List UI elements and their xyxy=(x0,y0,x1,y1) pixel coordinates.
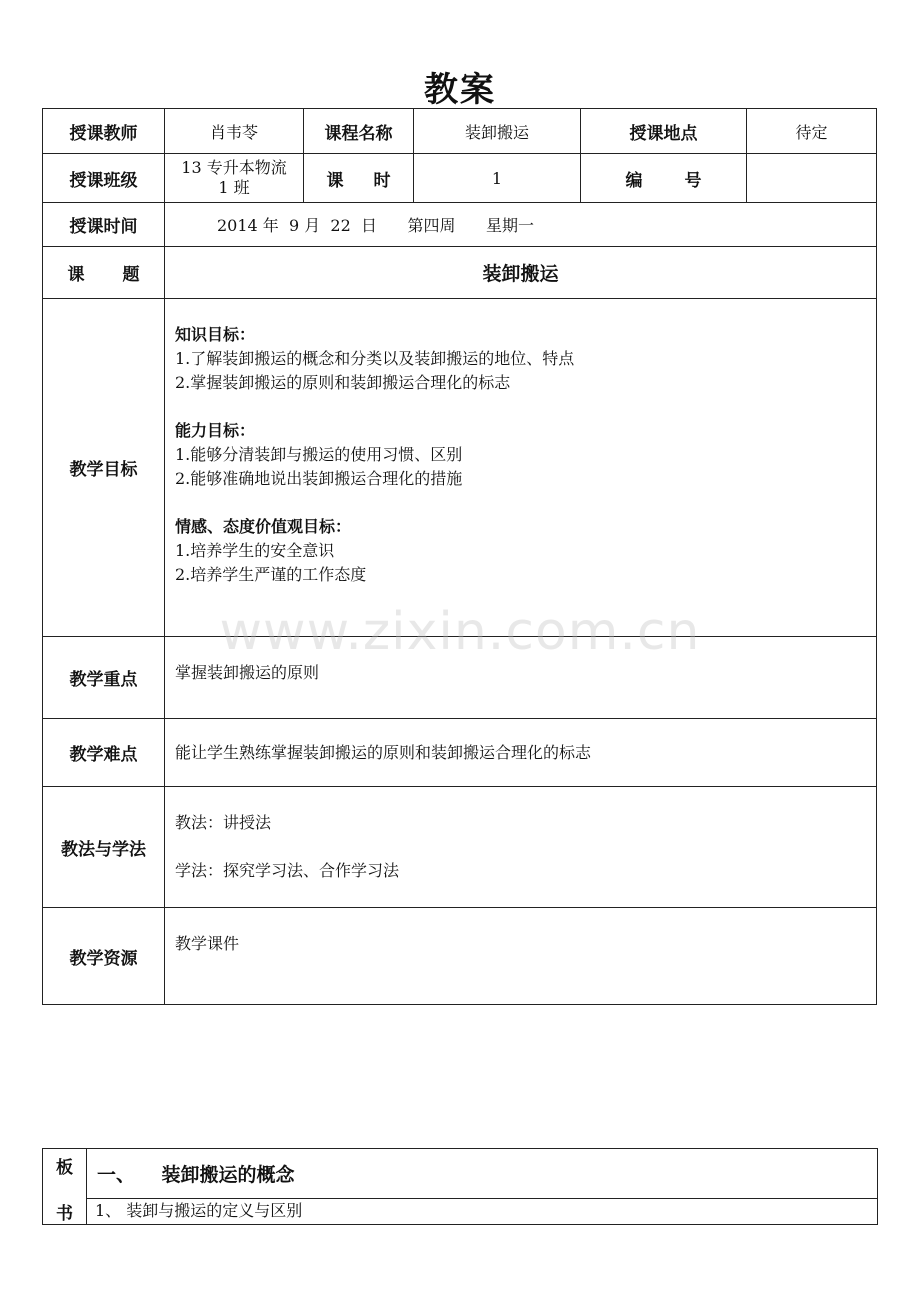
knowledge-item-2: 2.掌握装卸搬运的原则和装卸搬运合理化的标志 xyxy=(175,373,511,392)
difficulty-value: 能让学生熟练掌握装卸搬运的原则和装卸搬运合理化的标志 xyxy=(165,719,877,787)
time-label: 授课时间 xyxy=(43,203,165,247)
lesson-plan-table xyxy=(42,108,877,1005)
hours-label-char1: 课 xyxy=(326,170,344,191)
key-point-value: 掌握装卸搬运的原则 xyxy=(165,637,877,719)
ability-item-1: 1.能够分清装卸与搬运的使用习惯、区别 xyxy=(175,445,463,464)
location-label: 授课地点 xyxy=(581,109,747,154)
number-label-char1: 编 xyxy=(625,170,643,191)
document-title: 教案 xyxy=(424,70,496,110)
location-value: 待定 xyxy=(747,109,877,154)
objectives-content xyxy=(165,299,877,637)
number-label xyxy=(581,154,747,203)
class-value-line1: 13 专升本物流 xyxy=(181,158,287,177)
methods-label: 教法与学法 xyxy=(43,787,165,908)
topic-value: 装卸搬运 xyxy=(165,247,877,299)
class-value xyxy=(165,154,304,203)
topic-label xyxy=(43,247,165,299)
emotion-title: 情感、态度价值观目标： xyxy=(175,517,352,536)
hours-label xyxy=(304,154,414,203)
course-label: 课程名称 xyxy=(304,109,414,154)
knowledge-title: 知识目标： xyxy=(175,325,256,344)
board-item-1: 1、 装卸与搬运的定义与区别 xyxy=(87,1199,878,1225)
number-value xyxy=(747,154,877,203)
hours-value: 1 xyxy=(414,154,581,203)
board-label-bottom: 书 xyxy=(43,1199,87,1225)
difficulty-label: 教学难点 xyxy=(43,719,165,787)
methods-content xyxy=(165,787,877,908)
emotion-item-1: 1.培养学生的安全意识 xyxy=(175,541,335,560)
objectives-label: 教学目标 xyxy=(43,299,165,637)
ability-item-2: 2.能够准确地说出装卸搬运合理化的措施 xyxy=(175,469,463,488)
board-heading: 一、 装卸搬运的概念 xyxy=(87,1149,878,1199)
resources-label: 教学资源 xyxy=(43,908,165,1005)
watermark: www.zixin.com.cn xyxy=(219,602,701,662)
teaching-method: 教法：讲授法 xyxy=(175,813,272,832)
hours-label-char2: 时 xyxy=(373,170,391,191)
board-label-top: 板 xyxy=(43,1149,87,1199)
topic-label-char1: 课 xyxy=(67,265,85,285)
emotion-item-2: 2.培养学生严谨的工作态度 xyxy=(175,565,367,584)
board-table xyxy=(42,1148,878,1225)
number-label-char2: 号 xyxy=(684,170,702,191)
key-point-label: 教学重点 xyxy=(43,637,165,719)
teacher-value: 肖韦苓 xyxy=(165,109,304,154)
time-value: 2014 年 9 月 22 日 第四周 星期一 xyxy=(165,203,877,247)
class-value-line2: 1 班 xyxy=(218,178,250,197)
knowledge-item-1: 1.了解装卸搬运的概念和分类以及装卸搬运的地位、特点 xyxy=(175,349,575,368)
teacher-label: 授课教师 xyxy=(43,109,165,154)
resources-value: 教学课件 xyxy=(165,908,877,1005)
ability-title: 能力目标： xyxy=(175,421,256,440)
course-value: 装卸搬运 xyxy=(414,109,581,154)
topic-label-char2: 题 xyxy=(122,265,140,285)
class-label: 授课班级 xyxy=(43,154,165,203)
learning-method: 学法：探究学习法、合作学习法 xyxy=(175,861,400,880)
